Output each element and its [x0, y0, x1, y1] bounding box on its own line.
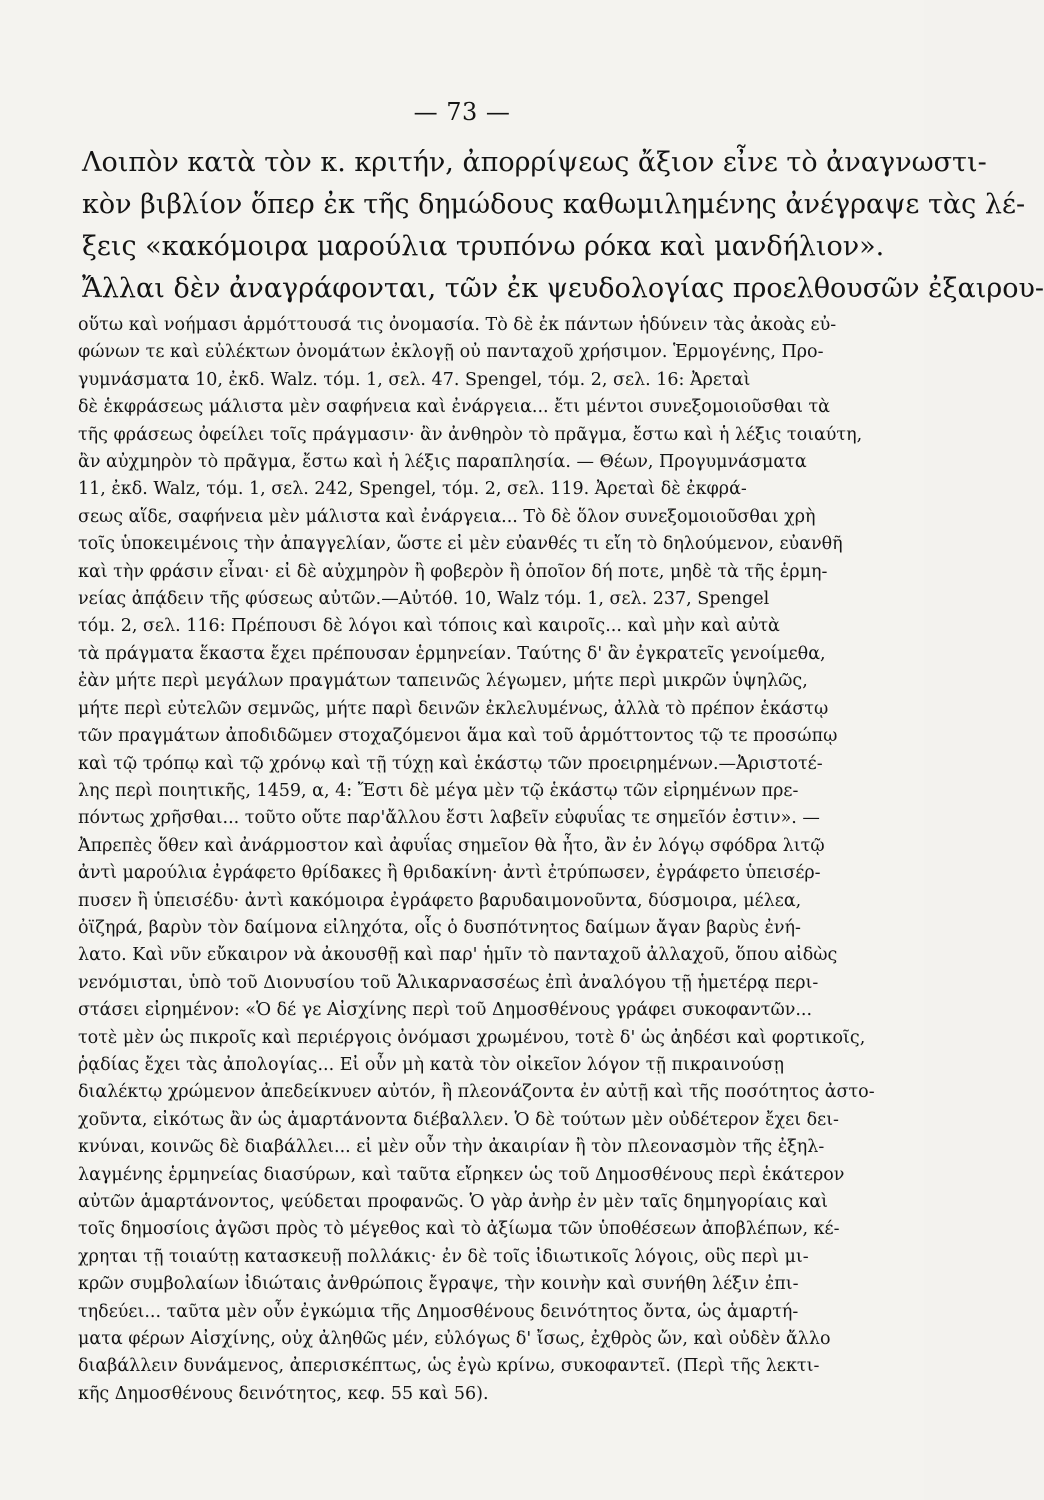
footnote-line: τοῖς δημοσίοις ἀγῶσι πρὸς τὸ μέγεθος καὶ τὸ ἀξίωμα τῶν ὑποθέσεων ἀποβλέπων, κέ-	[78, 1219, 840, 1240]
main-text-line: Λοιπὸν κατὰ τὸν κ. κριτήν, ἀπορρίψεως ἄξιον εἶνε τὸ ἀναγνωστι-	[82, 147, 987, 178]
footnote-line: τοῖς ὑποκειμένοις τὴν ἀπαγγελίαν, ὥστε εἰ μὲν εὐανθές τι εἴη τὸ δηλούμενον, εὐανθῆ	[78, 534, 843, 555]
footnote-line: χρηται τῇ τοιαύτῃ κατασκευῇ πολλάκις· ἐν δὲ τοῖς ἰδιωτικοῖς λόγοις, οὓς περὶ μι-	[78, 1246, 809, 1267]
footnote-line: νενόμισται, ὑπὸ τοῦ Διονυσίου τοῦ Ἁλικαρνασσέως ἐπὶ ἀναλόγου τῇ ἡμετέρᾳ περι-	[78, 972, 819, 993]
footnote-line: λης περὶ ποιητικῆς, 1459, α, 4: Ἔστι δὲ μέγα μὲν τῷ ἑκάστῳ τῶν εἰρημένων πρε-	[78, 780, 799, 801]
footnote-line: δὲ ἑκφράσεως μάλιστα μὲν σαφήνεια καὶ ἐνάργεια... ἔτι μέντοι συνεξομοιοῦσθαι τὰ	[78, 397, 831, 418]
footnote-line: τῶν πραγμάτων ἀποδιδῶμεν στοχαζόμενοι ἅμα καὶ τοῦ ἁρμόττοντος τῷ τε προσώπῳ	[78, 726, 838, 747]
footnote-line: τῆς φράσεως ὀφείλει τοῖς πράγμασιν· ἂν ἀνθηρὸν τὸ πρᾶγμα, ἔστω καὶ ἡ λέξις τοιαύτη,	[78, 424, 863, 445]
footnote-line: πυσεν ἢ ὑπεισέδυ· ἀντὶ κακόμοιρα ἐγράφετο βαρυδαιμονοῦντα, δύσμοιρα, μέλεα,	[78, 890, 802, 911]
footnote-line: μήτε περὶ εὐτελῶν σεμνῶς, μήτε παρὶ δεινῶν ἐκλελυμένως, ἀλλὰ τὸ πρέπον ἑκάστῳ	[78, 698, 829, 719]
footnote-line: διαβάλλειν δυνάμενος, ἀπερισκέπτως, ὡς ἐγὼ κρίνω, συκοφαντεῖ. (Περὶ τῆς λεκτι-	[78, 1356, 820, 1377]
footnote-line: 11, ἐκδ. Walz, τόμ. 1, σελ. 242, Spengel, τόμ. 2, σελ. 119. Ἀρεταὶ δὲ ἐκφρά-	[78, 479, 747, 500]
footnote-line: τοτὲ μὲν ὡς πικροῖς καὶ περιέργοις ὀνόμασι χρωμένου, τοτὲ δ' ὡς ἀηδέσι καὶ φορτικοῖς,	[78, 1027, 866, 1048]
footnote-text-block	[78, 312, 875, 1408]
footnote-line: λατο. Καὶ νῦν εὔκαιρον νὰ ἀκουσθῇ καὶ παρ' ἡμῖν τὸ πανταχοῦ ἀλλαχοῦ, ὅπου αἰδὼς	[78, 945, 838, 966]
footnote-line: ὀϊζηρά, βαρὺν τὸν δαίμονα εἰληχότα, οἷς ὁ δυσπότνητος δαίμων ἄγαν βαρὺς ἐνή-	[78, 917, 801, 938]
footnote-line: ἐὰν μήτε περὶ μεγάλων πραγμάτων ταπεινῶς λέγωμεν, μήτε περὶ μικρῶν ὑψηλῶς,	[78, 671, 808, 692]
footnote-line: φώνων τε καὶ εὐλέκτων ὀνομάτων ἐκλογῇ οὐ πανταχοῦ χρήσιμον. Ἑρμογένης, Προ-	[78, 342, 824, 363]
footnote-line: καὶ τὴν φράσιν εἶναι· εἰ δὲ αὐχμηρὸν ἢ φοβερὸν ἢ ὁποῖον δή ποτε, μηδὲ τὰ τῆς ἑρμη-	[78, 561, 828, 582]
main-text-line: κὸν βιβλίον ὅπερ ἐκ τῆς δημώδους καθωμιλημένης ἀνέγραψε τὰς λέ-	[82, 189, 1026, 220]
footnote-line: ματα φέρων Αἰσχίνης, οὐχ ἀληθῶς μέν, εὐλόγως δ' ἴσως, ἐχθρὸς ὤν, καὶ οὐδὲν ἄλλο	[78, 1329, 831, 1350]
main-text-block	[82, 142, 1044, 310]
footnote-line: ῥᾳδίας ἔχει τὰς ἀπολογίας... Εἰ οὖν μὴ κατὰ τὸν οἰκεῖον λόγον τῇ πικραινούσῃ	[78, 1054, 784, 1075]
footnote-line: νείας ἀπᾴδειν τῆς φύσεως αὐτῶν.—Αὐτόθ. 10, Walz τόμ. 1, σελ. 237, Spengel	[78, 589, 770, 610]
footnote-line: σεως αἵδε, σαφήνεια μὲν μάλιστα καὶ ἐνάργεια... Τὸ δὲ ὅλον συνεξομοιοῦσθαι χρὴ	[78, 506, 816, 527]
main-text-line: ξεις «κακόμοιρα μαρούλια τρυπόνω ρόκα καὶ μανδήλιον».	[82, 231, 885, 262]
footnote-line: πόντως χρῆσθαι... τοῦτο οὔτε παρ'ἄλλου ἔστι λαβεῖν εὐφυΐας τε σημεῖόν ἐστιν». —	[78, 808, 820, 829]
footnote-line: τόμ. 2, σελ. 116: Πρέπουσι δὲ λόγοι καὶ τόποις καὶ καιροῖς... καὶ μὴν καὶ αὐτὰ	[78, 616, 780, 637]
footnote-line: ἀντὶ μαρούλια ἐγράφετο θρίδακες ἢ θριδακίνη· ἀντὶ ἐτρύπωσεν, ἐγράφετο ὑπεισέρ-	[78, 863, 821, 884]
footnote-line: τὰ πράγματα ἕκαστα ἔχει πρέπουσαν ἑρμηνείαν. Ταύτης δ' ἂν ἐγκρατεῖς γενοίμεθα,	[78, 643, 826, 664]
footnote-line: τηδεύει... ταῦτα μὲν οὖν ἐγκώμια τῆς Δημοσθένους δεινότητος ὄντα, ὡς ἁμαρτή-	[78, 1301, 799, 1322]
footnote-line: αὐτῶν ἁμαρτάνοντος, ψεύδεται προφανῶς. Ὁ γὰρ ἀνὴρ ἐν μὲν ταῖς δημηγορίαις καὶ	[78, 1192, 829, 1212]
footnote-line: κρῶν συμβολαίων ἰδιώταις ἀνθρώποις ἔγραψε, τὴν κοινὴν καὶ συνήθη λέξιν ἐπι-	[78, 1274, 799, 1295]
footnote-line: οὕτω καὶ νοήμασι ἁρμόττουσά τις ὀνομασία. Τὸ δὲ ἐκ πάντων ἡδύνειν τὰς ἀκοὰς εὐ-	[78, 315, 837, 335]
main-text-line: Ἄλλαι δὲν ἀναγράφονται, τῶν ἐκ ψευδολογίας προελθουσῶν ἐξαιρου-	[82, 273, 1044, 304]
footnote-line: διαλέκτῳ χρώμενον ἀπεδείκνυεν αὐτόν, ἢ πλεονάζοντα ἐν αὐτῇ καὶ τῆς ποσότητος ἀστο-	[78, 1082, 875, 1103]
footnote-line: χοῦντα, εἰκότως ἂν ὡς ἁμαρτάνοντα διέβαλλεν. Ὁ δὲ τούτων μὲν οὐδέτερον ἔχει δει-	[78, 1109, 839, 1130]
footnote-line: στάσει εἰρημένον: «Ὁ δέ γε Αἰσχίνης περὶ τοῦ Δημοσθένους γράφει συκοφαντῶν...	[78, 1000, 813, 1021]
footnote-line: ἂν αὐχμηρὸν τὸ πρᾶγμα, ἔστω καὶ ἡ λέξις παραπλησία. — Θέων, Προγυμνάσματα	[78, 452, 807, 473]
footnote-line: κῆς Δημοσθένους δεινότητος, κεφ. 55 καὶ 56).	[78, 1383, 489, 1404]
footnote-line: γυμνάσματα 10, ἐκδ. Walz. τόμ. 1, σελ. 47. Spengel, τόμ. 2, σελ. 16: Ἀρεταὶ	[78, 369, 751, 390]
page-number: — 73 —	[413, 98, 511, 126]
footnote-line: Ἀπρεπὲς ὅθεν καὶ ἀνάρμοστον καὶ ἀφυΐας σημεῖον θὰ ἦτο, ἂν ἐν λόγῳ σφόδρα λιτῷ	[78, 835, 825, 856]
footnote-line: καὶ τῷ τρόπῳ καὶ τῷ χρόνῳ καὶ τῇ τύχῃ καὶ ἑκάστῳ τῶν προειρημένων.—Ἀριστοτέ-	[78, 753, 823, 774]
footnote-line: λαγμένης ἑρμηνείας διασύρων, καὶ ταῦτα εἴρηκεν ὡς τοῦ Δημοσθένους περὶ ἑκάτερον	[78, 1164, 845, 1185]
footnote-line: κνύναι, κοινῶς δὲ διαβάλλει... εἰ μὲν οὖν τὴν ἀκαιρίαν ἢ τὸν πλεονασμὸν τῆς ἐξηλ-	[78, 1137, 825, 1158]
